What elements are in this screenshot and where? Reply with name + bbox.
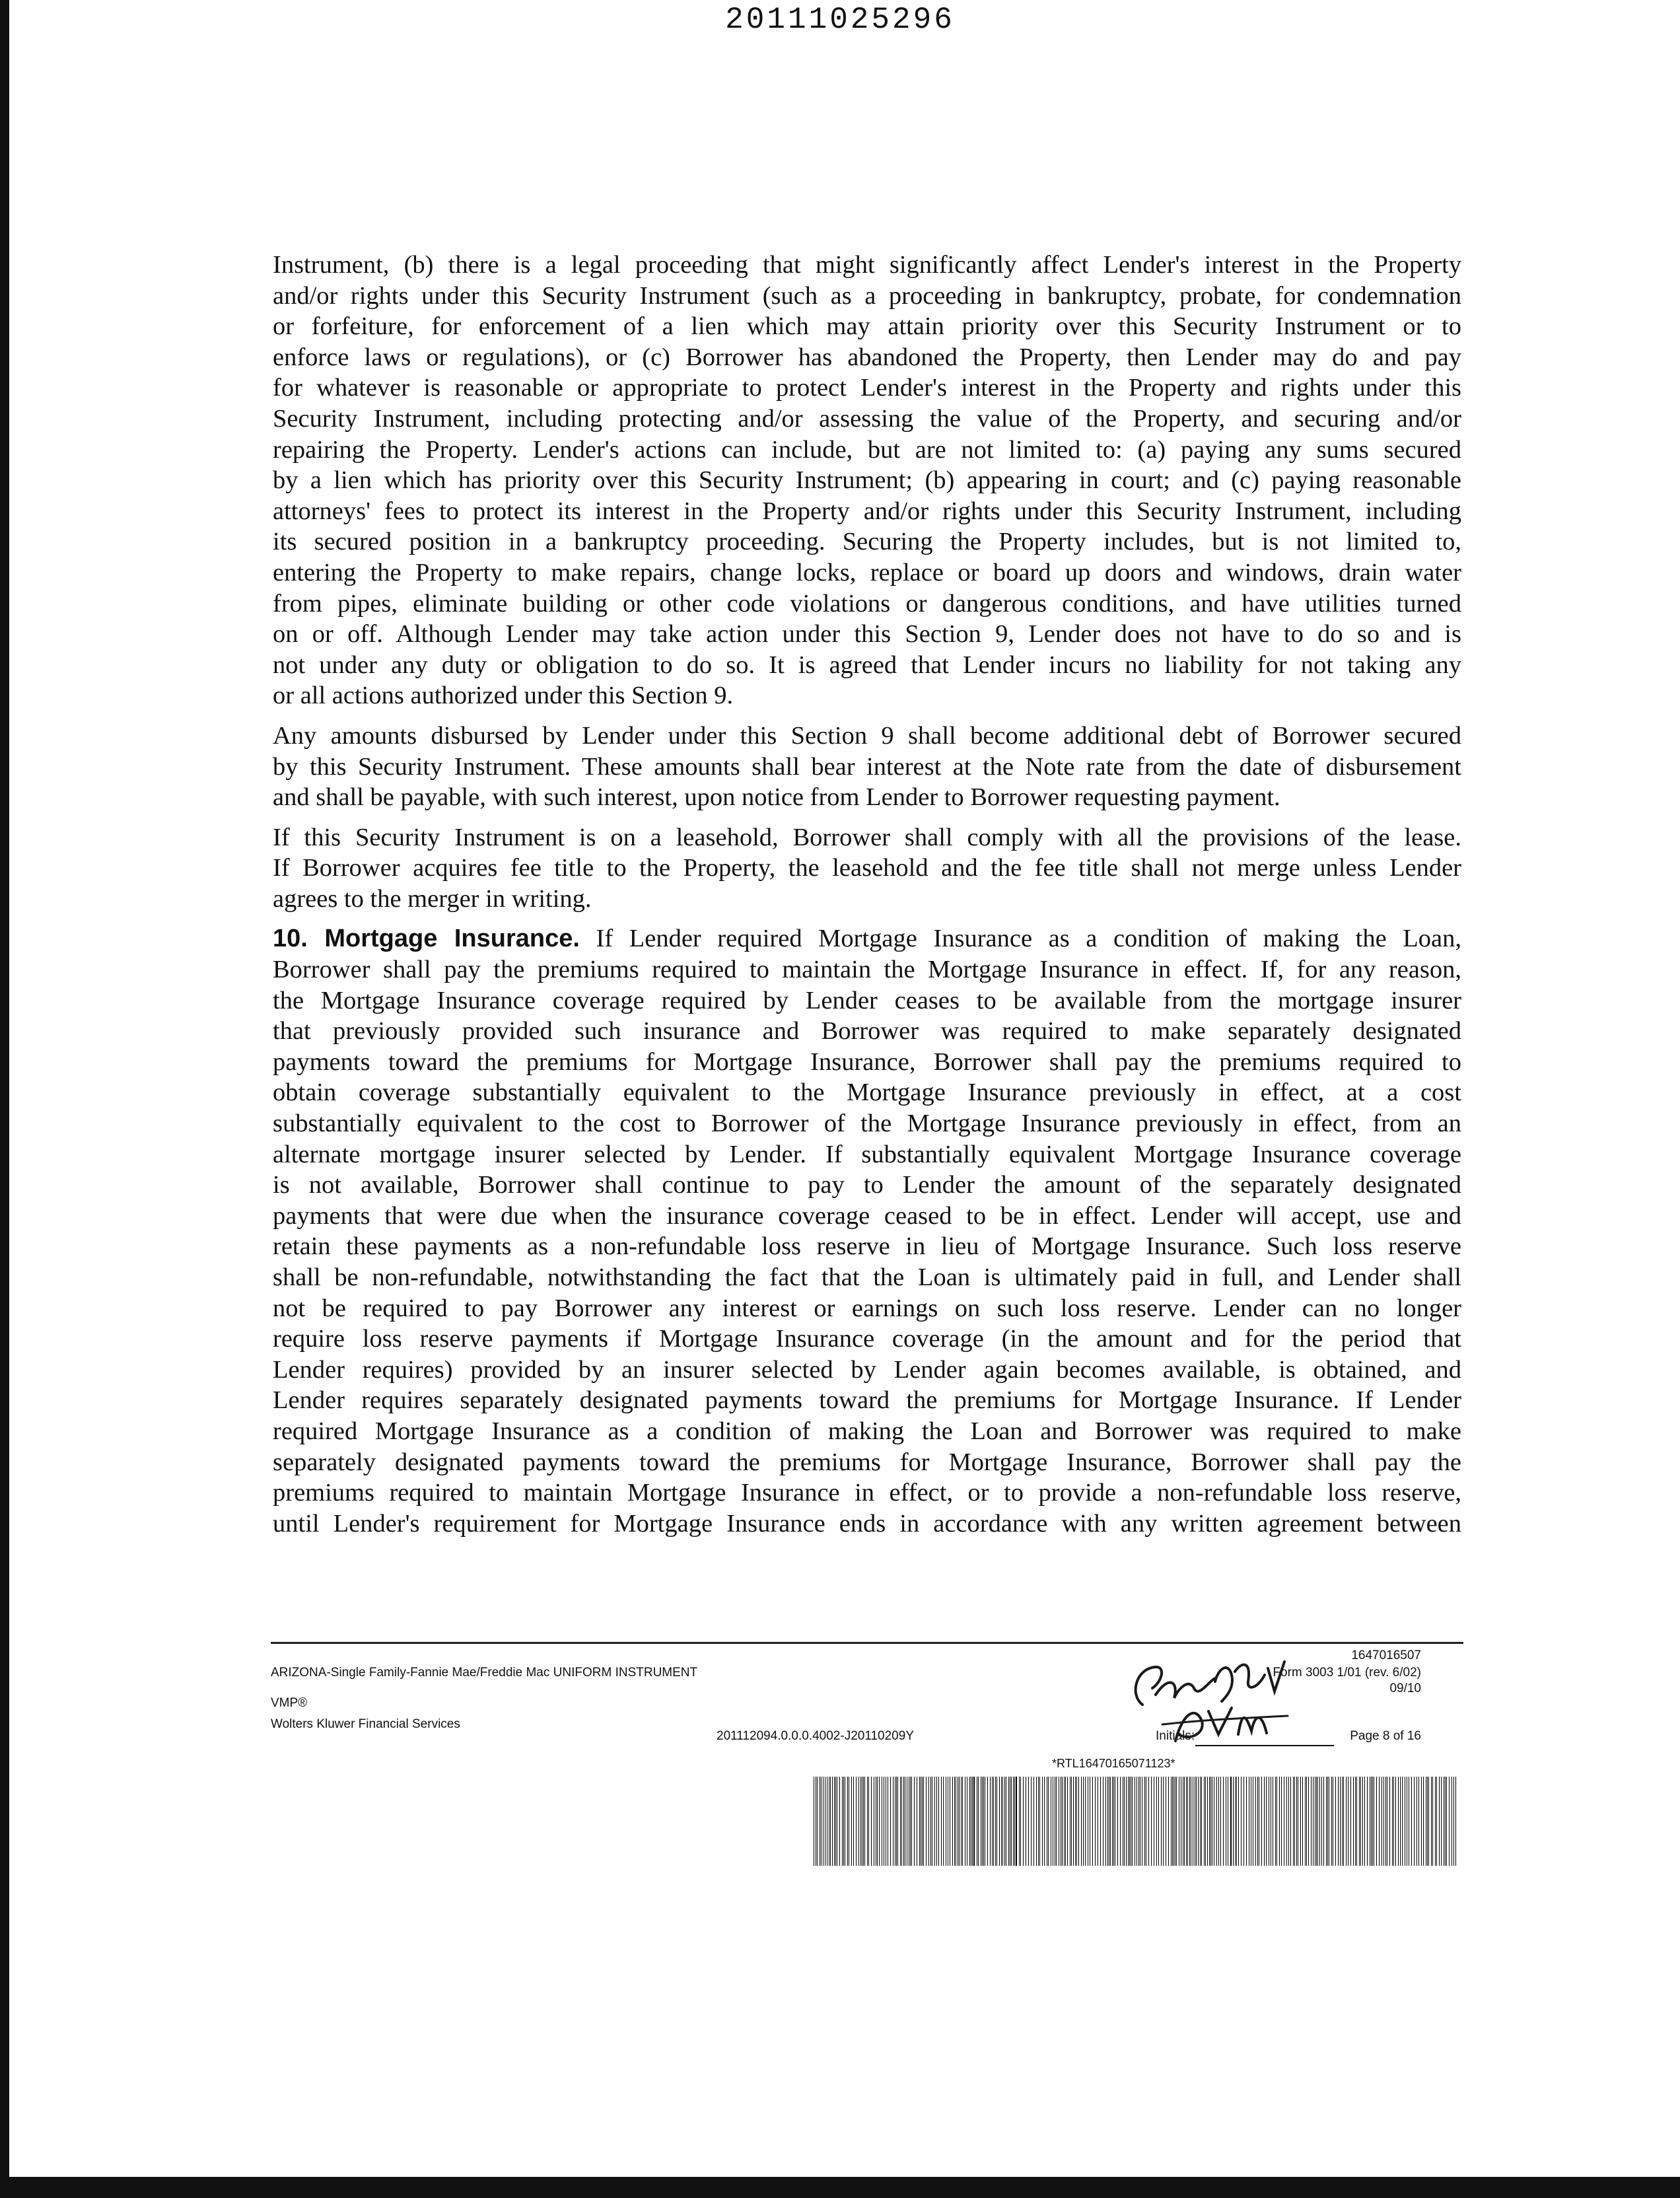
barcode-bar: [1048, 1777, 1049, 1866]
body-line: or forfeiture, for enforcement of a lien which may attain priority over this Security Instrument or to: [273, 312, 1461, 341]
barcode-bar: [1428, 1777, 1429, 1866]
barcode-bar: [1002, 1777, 1003, 1866]
barcode-bar: [1286, 1777, 1287, 1866]
barcode-bar: [1243, 1777, 1244, 1866]
form-title: ARIZONA-Single Family-Fannie Mae/Freddie Mac UNIFORM INSTRUMENT: [271, 1666, 698, 1680]
barcode-bar: [1085, 1777, 1086, 1866]
barcode-bar: [923, 1777, 924, 1866]
barcode-bar: [1246, 1777, 1247, 1866]
paragraph-mortgage-insurance: [273, 923, 1461, 1539]
barcode-bar: [1264, 1777, 1265, 1866]
paragraph-disbursed-amounts: [273, 721, 1461, 813]
body-line: repairing the Property. Lender's actions can include, but are not limited to: (a) paying any sums secured: [273, 435, 1461, 464]
barcode-bar: [1346, 1777, 1347, 1866]
barcode-bar: [1081, 1777, 1082, 1866]
barcode-bar: [1126, 1777, 1127, 1866]
barcode-bar: [992, 1777, 993, 1866]
body-line: is not available, Borrower shall continue to pay to Lender the amount of the separately designated: [273, 1171, 1461, 1199]
barcode-bar: [1308, 1777, 1309, 1866]
barcode-bar: [1431, 1777, 1432, 1866]
barcode-bar: [1205, 1777, 1206, 1866]
barcode-bar: [1372, 1777, 1373, 1866]
barcode-bar: [1210, 1777, 1211, 1866]
barcode-bar: [1455, 1777, 1456, 1866]
barcode-bar: [1383, 1777, 1384, 1866]
barcode-bar: [1323, 1777, 1324, 1866]
barcode-bar: [1209, 1777, 1210, 1866]
barcode-bar: [1105, 1777, 1106, 1866]
document-body: [273, 250, 1461, 1548]
body-line: until Lender's requirement for Mortgage Insurance ends in accordance with any written agreement between: [273, 1509, 1461, 1538]
barcode-bar: [1198, 1777, 1199, 1866]
barcode-bar: [954, 1777, 955, 1866]
body-line: agrees to the merger in writing.: [273, 884, 592, 913]
barcode-bar: [856, 1777, 857, 1866]
barcode-bar: [1335, 1777, 1336, 1866]
body-line: attorneys' fees to protect its interest in the Property and/or rights under this Security Instrument, including: [273, 497, 1461, 525]
barcode-bar: [1008, 1777, 1009, 1866]
barcode-bar: [1342, 1777, 1343, 1866]
barcode-bar: [834, 1777, 835, 1866]
body-line: Borrower shall pay the premiums required to maintain the Mortgage Insurance in effect. If, for any reason,: [273, 956, 1461, 984]
barcode-bar: [896, 1777, 897, 1866]
barcode-bar: [1290, 1777, 1291, 1866]
paragraph-leasehold: [273, 822, 1461, 915]
barcode-bar: [1343, 1777, 1344, 1866]
barcode-bar: [1321, 1777, 1322, 1866]
barcode-bar: [1156, 1777, 1157, 1866]
body-line: payments that were due when the insurance coverage ceased to be in effect. Lender will accept, use and: [273, 1201, 1461, 1230]
barcode-bar: [860, 1777, 861, 1866]
body-line: separately designated payments toward the premiums for Mortgage Insurance, Borrower shall pay the: [273, 1448, 1461, 1476]
barcode-bar: [972, 1777, 973, 1866]
barcode-bar: [1402, 1777, 1403, 1866]
barcode-bar: [1151, 1777, 1152, 1866]
barcode-bar: [1449, 1777, 1450, 1866]
body-line: Lender requires separately designated payments toward the premiums for Mortgage Insurance. If Lender: [273, 1386, 1461, 1415]
barcode-bar: [817, 1777, 818, 1866]
barcode-bar: [1418, 1777, 1419, 1866]
barcode-bar: [1439, 1777, 1440, 1866]
barcode-bar: [1235, 1777, 1236, 1866]
barcode-bar: [1112, 1777, 1113, 1866]
barcode-bar: [1400, 1777, 1401, 1866]
barcode-bar: [1067, 1777, 1068, 1866]
barcode-bar: [1288, 1777, 1289, 1866]
form-date: 09/10: [1389, 1682, 1421, 1695]
barcode-bar: [1385, 1777, 1386, 1866]
barcode-bar: [1110, 1777, 1111, 1866]
barcode-bar: [959, 1777, 960, 1866]
barcode-bar: [914, 1777, 915, 1866]
barcode-bar: [1004, 1777, 1005, 1866]
body-line: substantially equivalent to the cost to Borrower of the Mortgage Insurance previously in effect, from an: [273, 1110, 1461, 1138]
barcode-bar: [1020, 1777, 1021, 1866]
barcode-bar: [1316, 1777, 1317, 1866]
body-line: premiums required to maintain Mortgage Insurance in effect, or to provide a non-refundable loss reserve,: [273, 1479, 1461, 1507]
barcode-bar: [1421, 1777, 1422, 1866]
barcode-bar: [1414, 1777, 1415, 1866]
barcode-bar: [1138, 1777, 1139, 1866]
barcode-bar: [900, 1777, 901, 1866]
barcode-bar: [1019, 1777, 1020, 1866]
barcode-bar: [1233, 1777, 1234, 1866]
barcode-bar: [1173, 1777, 1174, 1866]
barcode-bar: [1033, 1777, 1034, 1866]
body-line: on or off. Although Lender may take action under this Section 9, Lender does not have to do so and is: [273, 620, 1461, 649]
barcode-bar: [1073, 1777, 1074, 1866]
barcode-bar: [1338, 1777, 1339, 1866]
barcode-bar: [1071, 1777, 1072, 1866]
barcode-bar: [1117, 1777, 1118, 1866]
recording-number: 20111025296: [725, 3, 955, 37]
barcode-bar: [1436, 1777, 1437, 1866]
barcode-bar: [832, 1777, 833, 1866]
barcode-bar: [1044, 1777, 1045, 1866]
barcode-bar: [830, 1777, 831, 1866]
barcode-bar: [1302, 1777, 1303, 1866]
barcode-bar: [1158, 1777, 1159, 1866]
barcode-bar: [990, 1777, 991, 1866]
body-line: the Mortgage Insurance coverage required by Lender ceases to be available from the mortgage insurer: [273, 986, 1461, 1014]
barcode-bar: [936, 1777, 937, 1866]
body-line: from pipes, eliminate building or other code violations or dangerous conditions, and have utilities turned: [273, 589, 1461, 618]
barcode-bar: [821, 1777, 822, 1866]
barcode-bar: [969, 1777, 970, 1866]
body-line: not under any duty or obligation to do so. It is agreed that Lender incurs no liability for not taking any: [273, 651, 1461, 679]
barcode-bar: [1062, 1777, 1063, 1866]
barcode-bar: [890, 1777, 891, 1866]
barcode-bar: [962, 1777, 963, 1866]
barcode-bar: [863, 1777, 864, 1866]
barcode-bar: [1319, 1777, 1320, 1866]
barcode-bar: [1064, 1777, 1065, 1866]
barcode-bar: [1092, 1777, 1093, 1866]
scan-bottom-edge: [0, 2177, 1680, 2198]
barcode-bar: [1124, 1777, 1125, 1866]
barcode-bar: [987, 1777, 988, 1866]
barcode-bar: [910, 1777, 911, 1866]
barcode-bar: [1326, 1777, 1327, 1866]
barcode-bar: [1411, 1777, 1412, 1866]
barcode-bar: [1078, 1777, 1079, 1866]
barcode-bar: [1016, 1777, 1017, 1866]
barcode-bar: [1065, 1777, 1066, 1866]
barcode-bar: [1075, 1777, 1076, 1866]
barcode-bar: [858, 1777, 859, 1866]
barcode-bar: [1427, 1777, 1428, 1866]
barcode-bar: [1083, 1777, 1084, 1866]
barcode-bar: [1120, 1777, 1121, 1866]
barcode-bar: [1257, 1777, 1258, 1866]
barcode-bar: [1362, 1777, 1363, 1866]
barcode-bar: [1218, 1777, 1219, 1866]
barcode-bar: [973, 1777, 975, 1866]
body-line: If Borrower acquires fee title to the Property, the leasehold and the fee title shall not merge unless Lender: [273, 854, 1461, 882]
barcode-bar: [919, 1777, 920, 1866]
barcode-bar: [1435, 1777, 1436, 1866]
barcode-bar: [843, 1777, 844, 1866]
barcode-bar: [1230, 1777, 1232, 1866]
body-line: require loss reserve payments if Mortgage Insurance coverage (in the amount and for the period that: [273, 1325, 1461, 1353]
body-line: its secured position in a bankruptcy proceeding. Securing the Property includes, but is not limited to,: [273, 528, 1461, 556]
barcode-bar: [1393, 1777, 1394, 1866]
body-line: by this Security Instrument. These amounts shall bear interest at the Note rate from the date of disbursement: [273, 752, 1461, 781]
barcode-bar: [1376, 1777, 1377, 1866]
body-line: shall be non-refundable, notwithstanding the fact that the Loan is ultimately paid in full, and Lender shall: [273, 1263, 1461, 1291]
body-line: and/or rights under this Security Instrument (such as a proceeding in bankruptcy, probate, for condemnation: [273, 281, 1461, 310]
barcode-bar: [943, 1777, 944, 1866]
barcode-bar: [1028, 1777, 1029, 1866]
barcode-bar: [1367, 1777, 1368, 1866]
barcode-bar: [982, 1777, 983, 1866]
barcode-bar: [1128, 1777, 1129, 1866]
paragraph-section-9-continued: [273, 250, 1461, 711]
barcode-bar: [1281, 1777, 1282, 1866]
body-line: Security Instrument, including protecting and/or assessing the value of the Property, and securing and/or: [273, 404, 1461, 433]
barcode-bar: [851, 1777, 852, 1866]
barcode-bar: [1445, 1777, 1446, 1866]
barcode-bar: [983, 1777, 984, 1866]
barcode-bar: [1327, 1777, 1328, 1866]
barcode-bar: [1042, 1777, 1043, 1866]
body-line: Lender requires) provided by an insurer selected by Lender again becomes available, is obtained, and: [273, 1355, 1461, 1384]
barcode-bar: [1279, 1777, 1280, 1866]
body-line: or all actions authorized under this Section 9.: [273, 682, 734, 710]
body-line: If this Security Instrument is on a leasehold, Borrower shall comply with all the provisions of the lease.: [273, 823, 1461, 851]
barcode-bar: [903, 1777, 904, 1866]
barcode-bar: [938, 1777, 939, 1866]
body-line: payments toward the premiums for Mortgage Insurance, Borrower shall pay the premiums required to: [273, 1047, 1461, 1076]
page-number: Page 8 of 16: [1350, 1729, 1421, 1743]
barcode-bar: [1189, 1777, 1190, 1866]
barcode-bar: [1168, 1777, 1169, 1866]
barcode-bar: [1013, 1777, 1014, 1866]
barcode-bar: [928, 1777, 929, 1866]
barcode-bar: [1392, 1777, 1393, 1866]
initials-label: Initials:: [1156, 1729, 1195, 1743]
section-heading: 10. Mortgage Insurance.: [273, 925, 580, 953]
barcode-bar: [993, 1777, 994, 1866]
barcode-bar: [1331, 1777, 1332, 1866]
vmp-mark: VMP®: [271, 1696, 308, 1710]
barcode-bar: [1161, 1777, 1162, 1866]
barcode-bar: [1236, 1777, 1237, 1866]
barcode-bar: [1296, 1777, 1297, 1866]
barcode-bar: [901, 1777, 902, 1866]
barcode-bar: [864, 1777, 865, 1866]
body-line: Instrument, (b) there is a legal proceeding that might significantly affect Lender's interest in the Property: [273, 251, 1461, 279]
barcode: [812, 1777, 1459, 1866]
barcode-bar: [1132, 1777, 1133, 1866]
barcode-bar: [842, 1777, 843, 1866]
barcode-bar: [1113, 1777, 1114, 1866]
barcode-bar: [1076, 1777, 1077, 1866]
body-line: obtain coverage substantially equivalent to the Mortgage Insurance previously in effect, at a cost: [273, 1079, 1461, 1107]
body-line: Any amounts disbursed by Lender under this Section 9 shall become additional debt of Borrower secured: [273, 721, 1461, 750]
publisher: Wolters Kluwer Financial Services: [271, 1717, 460, 1731]
body-line: [273, 923, 1461, 954]
body-line: retain these payments as a non-refundable loss reserve in lieu of Mortgage Insurance. Such loss reserve: [273, 1232, 1461, 1261]
barcode-bar: [897, 1777, 898, 1866]
barcode-bar: [922, 1777, 923, 1866]
barcode-bar: [1389, 1777, 1390, 1866]
barcode-bar: [1023, 1777, 1024, 1866]
barcode-bar: [1216, 1777, 1217, 1866]
barcode-bar: [1359, 1777, 1360, 1866]
barcode-bar: [1398, 1777, 1399, 1866]
barcode-bar: [835, 1777, 836, 1866]
body-line: and shall be payable, with such interest, upon notice from Lender to Borrower requesting payment.: [273, 783, 1280, 812]
form-number: Form 3003 1/01 (rev. 6/02): [1273, 1666, 1421, 1680]
barcode-bar: [941, 1777, 942, 1866]
body-line: enforce laws or regulations), or (c) Borrower has abandoned the Property, then Lender may do and pay: [273, 343, 1461, 371]
barcode-bar: [1266, 1777, 1267, 1866]
barcode-bar: [1371, 1777, 1372, 1866]
barcode-bar: [1356, 1777, 1357, 1866]
barcode-bar: [1144, 1777, 1145, 1866]
barcode-bar: [877, 1777, 878, 1866]
barcode-bar: [1220, 1777, 1221, 1866]
barcode-bar: [1107, 1777, 1108, 1866]
barcode-bar: [1036, 1777, 1037, 1866]
barcode-bar: [1305, 1777, 1306, 1866]
barcode-bar: [1432, 1777, 1433, 1866]
barcode-bar: [1001, 1777, 1002, 1866]
barcode-bar: [1355, 1777, 1356, 1866]
barcode-bar: [1275, 1777, 1276, 1866]
barcode-bar: [1163, 1777, 1164, 1866]
barcode-bar: [1031, 1777, 1032, 1866]
scan-left-edge: [0, 0, 9, 2198]
barcode-bar: [926, 1777, 927, 1866]
barcode-bar: [1201, 1777, 1202, 1866]
body-line-text: If Lender required Mortgage Insurance as a condition of making the Loan,: [579, 925, 1461, 953]
barcode-bar: [1196, 1777, 1197, 1866]
body-line: by a lien which has priority over this Security Instrument; (b) appearing in court; and (c) paying reasonable: [273, 466, 1461, 495]
barcode-bar: [1364, 1777, 1365, 1866]
barcode-bar: [1039, 1777, 1040, 1866]
barcode-bar: [1011, 1777, 1012, 1866]
barcode-bar: [1129, 1777, 1130, 1866]
barcode-bar: [1441, 1777, 1442, 1866]
barcode-bar: [1207, 1777, 1208, 1866]
barcode-bar: [879, 1777, 880, 1866]
barcode-bar: [995, 1777, 996, 1866]
barcode-bar: [952, 1777, 953, 1866]
barcode-bar: [1095, 1777, 1096, 1866]
barcode-bar: [1360, 1777, 1361, 1866]
barcode-bar: [1423, 1777, 1424, 1866]
barcode-bar: [1294, 1777, 1295, 1866]
barcode-bar: [930, 1777, 931, 1866]
barcode-bar: [1255, 1777, 1256, 1866]
barcode-bar: [961, 1777, 962, 1866]
barcode-bar: [1223, 1777, 1224, 1866]
barcode-bar: [839, 1777, 840, 1866]
barcode-bar: [1171, 1777, 1172, 1866]
barcode-bar: [847, 1777, 848, 1866]
barcode-bar: [1187, 1777, 1188, 1866]
barcode-bar: [871, 1777, 872, 1866]
barcode-bar: [1317, 1777, 1318, 1866]
barcode-bar: [1014, 1777, 1015, 1866]
barcode-bar: [1353, 1777, 1354, 1866]
body-line: not be required to pay Borrower any interest or earnings on such loss reserve. Lender can no longer: [273, 1294, 1461, 1322]
barcode-bar: [1200, 1777, 1201, 1866]
barcode-bar: [1056, 1777, 1057, 1866]
barcode-bar: [1261, 1777, 1262, 1866]
barcode-bar: [853, 1777, 854, 1866]
barcode-bar: [1186, 1777, 1187, 1866]
body-line: that previously provided such insurance and Borrower was required to make separately designated: [273, 1017, 1461, 1046]
barcode-bar: [1184, 1777, 1185, 1866]
body-line: alternate mortgage insurer selected by Lender. If substantially equivalent Mortgage Insurance coverage: [273, 1140, 1461, 1168]
barcode-bar: [1204, 1777, 1205, 1866]
barcode-bar: [978, 1777, 979, 1866]
barcode-bar: [1311, 1777, 1312, 1866]
barcode-bar: [999, 1777, 1000, 1866]
barcode-bar: [1176, 1777, 1177, 1866]
barcode-bar: [1172, 1777, 1173, 1866]
barcode-bar: [867, 1777, 868, 1866]
barcode-bar: [868, 1777, 869, 1866]
barcode-bar: [1238, 1777, 1239, 1866]
barcode-bar: [1148, 1777, 1149, 1866]
doc-code: 201112094.0.0.0.4002-J20110209Y: [717, 1729, 914, 1743]
barcode-bar: [1350, 1777, 1351, 1866]
barcode-bar: [1379, 1777, 1380, 1866]
barcode-bar: [1241, 1777, 1242, 1866]
barcode-bar: [911, 1777, 912, 1866]
barcode-bar: [1453, 1777, 1454, 1866]
barcode-bar: [1306, 1777, 1307, 1866]
loan-number: 1647016507: [1351, 1648, 1421, 1662]
barcode-bar: [1340, 1777, 1341, 1866]
body-line: entering the Property to make repairs, change locks, replace or board up doors and windows, drain water: [273, 558, 1461, 586]
barcode-bar: [1038, 1777, 1039, 1866]
barcode-bar: [1446, 1777, 1447, 1866]
barcode-bar: [934, 1777, 935, 1866]
barcode-bar: [1300, 1777, 1301, 1866]
handwritten-initials-signature: [1116, 1642, 1327, 1748]
barcode-caption: *RTL16470165071123*: [1052, 1757, 1175, 1770]
body-line: required Mortgage Insurance as a condition of making the Loan and Borrower was required to make: [273, 1417, 1461, 1445]
barcode-bar: [1100, 1777, 1101, 1866]
barcode-bar: [1395, 1777, 1396, 1866]
barcode-bar: [1293, 1777, 1294, 1866]
body-line: for whatever is reasonable or appropriate to protect Lender's interest in the Property and rights under this: [273, 374, 1461, 402]
